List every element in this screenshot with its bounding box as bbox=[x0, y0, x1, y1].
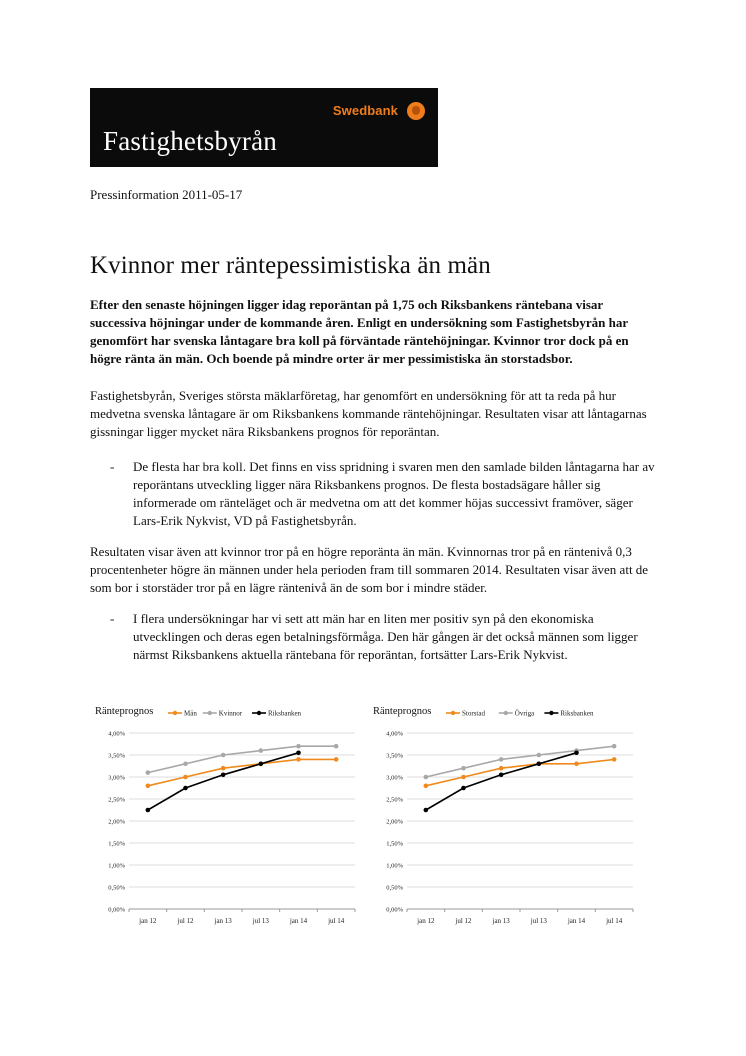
y-tick-label: 1,50% bbox=[108, 840, 125, 848]
data-point-kvinnor bbox=[334, 744, 339, 749]
page-title: Kvinnor mer räntepessimistiska än män bbox=[90, 252, 491, 279]
data-point-kvinnor bbox=[221, 753, 226, 758]
data-point-man bbox=[296, 757, 301, 762]
legend-label-riksbanken: Riksbanken bbox=[268, 709, 302, 718]
series-line-ovriga bbox=[426, 746, 614, 777]
data-point-ovriga bbox=[424, 775, 429, 780]
chart-title: Ränteprognos bbox=[373, 706, 432, 717]
y-tick-label: 1,50% bbox=[386, 840, 403, 848]
y-tick-label: 2,00% bbox=[386, 818, 403, 826]
y-tick-label: 2,50% bbox=[108, 796, 125, 804]
data-point-ovriga bbox=[499, 757, 504, 762]
data-point-kvinnor bbox=[259, 748, 264, 753]
x-tick-label: jan 12 bbox=[139, 917, 157, 925]
y-tick-label: 4,00% bbox=[386, 730, 403, 738]
legend-marker-man bbox=[173, 711, 177, 715]
press-info-date: Pressinformation 2011-05-17 bbox=[90, 187, 243, 202]
legend-label-man: Män bbox=[184, 709, 197, 718]
legend-marker-storstad bbox=[451, 711, 455, 715]
legend-marker-kvinnor bbox=[208, 711, 212, 715]
x-tick-label: jul 12 bbox=[177, 917, 194, 925]
data-point-man bbox=[334, 757, 339, 762]
data-point-ovriga bbox=[537, 753, 542, 758]
data-point-riksbanken bbox=[574, 751, 579, 756]
x-tick-label: jan 14 bbox=[289, 917, 308, 925]
data-point-storstad bbox=[461, 775, 466, 780]
series-line-man bbox=[148, 759, 336, 785]
data-point-riksbanken bbox=[259, 762, 264, 767]
legend-label-riksbanken: Riksbanken bbox=[560, 709, 594, 718]
quote-text-2: I flera undersökningar har vi sett att män har en liten mer positiv syn på den ekonomiska utvecklingen och deras egen betalningsförmåga. Den här gången är det också männen som ligger närmst Riksbankens aktuella räntebana för reporäntan, fortsätter Lars-Erik Nykvist. bbox=[133, 611, 638, 662]
y-tick-label: 0,00% bbox=[386, 906, 403, 914]
fastighetsbyran-wordmark: Fastighetsbyrån bbox=[103, 126, 277, 156]
y-tick-label: 0,50% bbox=[108, 884, 125, 892]
chart-gender-forecast bbox=[90, 700, 362, 932]
swedbank-oak-icon bbox=[407, 102, 425, 120]
y-tick-label: 0,00% bbox=[108, 906, 125, 914]
data-point-ovriga bbox=[461, 766, 466, 771]
legend-marker-ovriga bbox=[504, 711, 508, 715]
x-tick-label: jan 12 bbox=[417, 917, 435, 925]
data-point-kvinnor bbox=[296, 744, 301, 749]
x-tick-label: jul 14 bbox=[606, 917, 623, 925]
y-tick-label: 4,00% bbox=[108, 730, 125, 738]
y-tick-label: 1,00% bbox=[386, 862, 403, 870]
legend-label-kvinnor: Kvinnor bbox=[218, 709, 243, 718]
quote-dash: - bbox=[110, 459, 115, 474]
x-tick-label: jul 14 bbox=[328, 917, 345, 925]
data-point-kvinnor bbox=[183, 762, 188, 767]
data-point-riksbanken bbox=[221, 773, 226, 778]
data-point-man bbox=[183, 775, 188, 780]
series-line-storstad bbox=[426, 759, 614, 785]
body-paragraph-2: Resultaten visar även att kvinnor tror på en högre reporänta än män. Kvinnornas tror på en räntenivå 0,3 procentenheter högre än männen under hela perioden fram till sommaren 2014. Resultaten visar även att de som bor i storstäder tror på en lägre räntenivå än de som bor i mindre städer. bbox=[90, 544, 649, 595]
x-tick-label: jul 13 bbox=[252, 917, 269, 925]
data-point-ovriga bbox=[612, 744, 617, 749]
quote-text-1: De flesta har bra koll. Det finns en viss spridning i svaren men den samlade bilden låntagarna har av reporäntans utveckling ligger nära Riksbankens prognos. De flesta bostadsägare håller sig informerade om ränteläget och är medvetna om att det kommer höjas successivt framöver, säger Lars-Erik Nykvist, VD på Fastighetsbyrån. bbox=[133, 459, 655, 528]
legend-marker-riksbanken bbox=[549, 711, 553, 715]
chart-region-svg bbox=[368, 700, 640, 932]
data-point-riksbanken bbox=[183, 786, 188, 791]
swedbank-wordmark: Swedbank bbox=[332, 103, 398, 118]
y-tick-label: 3,00% bbox=[108, 774, 125, 782]
data-point-storstad bbox=[424, 784, 429, 789]
data-point-kvinnor bbox=[146, 770, 151, 775]
x-tick-label: jan 14 bbox=[567, 917, 586, 925]
legend-label-ovriga: Övriga bbox=[514, 709, 535, 718]
data-point-riksbanken bbox=[424, 808, 429, 813]
data-point-riksbanken bbox=[499, 773, 504, 778]
x-tick-label: jan 13 bbox=[492, 917, 510, 925]
chart-gender-svg bbox=[90, 700, 362, 932]
x-tick-label: jan 13 bbox=[214, 917, 232, 925]
data-point-riksbanken bbox=[296, 751, 301, 756]
legend-marker-riksbanken bbox=[257, 711, 261, 715]
data-point-riksbanken bbox=[461, 786, 466, 791]
y-tick-label: 1,00% bbox=[108, 862, 125, 870]
legend-label-storstad: Storstad bbox=[462, 709, 485, 718]
data-point-storstad bbox=[612, 757, 617, 762]
y-tick-label: 3,00% bbox=[386, 774, 403, 782]
fastighetsbyran-logo bbox=[90, 88, 438, 167]
y-tick-label: 3,50% bbox=[386, 752, 403, 760]
body-paragraph-1: Fastighetsbyrån, Sveriges största mäklarföretag, har genomfört en undersökning för att ta reda på hur medvetna svenska låntagare är om Riksbankens kommande räntehöjningar. Resultaten visar att låntagarnas gissningar ligger mycket nära Riksbankens prognos för reporäntan. bbox=[90, 388, 647, 439]
data-point-man bbox=[221, 766, 226, 771]
chart-title: Ränteprognos bbox=[95, 706, 154, 717]
y-tick-label: 3,50% bbox=[108, 752, 125, 760]
x-tick-label: jul 13 bbox=[530, 917, 547, 925]
x-tick-label: jul 12 bbox=[455, 917, 472, 925]
y-tick-label: 0,50% bbox=[386, 884, 403, 892]
data-point-riksbanken bbox=[146, 808, 151, 813]
data-point-storstad bbox=[574, 762, 579, 767]
quote-dash: - bbox=[110, 611, 115, 626]
data-point-storstad bbox=[499, 766, 504, 771]
chart-region-forecast bbox=[368, 700, 640, 932]
data-point-riksbanken bbox=[537, 762, 542, 767]
y-tick-label: 2,00% bbox=[108, 818, 125, 826]
y-tick-label: 2,50% bbox=[386, 796, 403, 804]
lead-paragraph: Efter den senaste höjningen ligger idag reporäntan på 1,75 och Riksbankens räntebana visar successiva höjningar under de kommande åren. Enligt en undersökning som Fastighetsbyrån har genomfört har svenska låntagare bra koll på förväntade räntehöjningar. Kvinnor tror dock på en högre ränta än män. Och boende på mindre orter är mer pessimistiska än storstadsbor. bbox=[90, 297, 629, 366]
data-point-man bbox=[146, 784, 151, 789]
